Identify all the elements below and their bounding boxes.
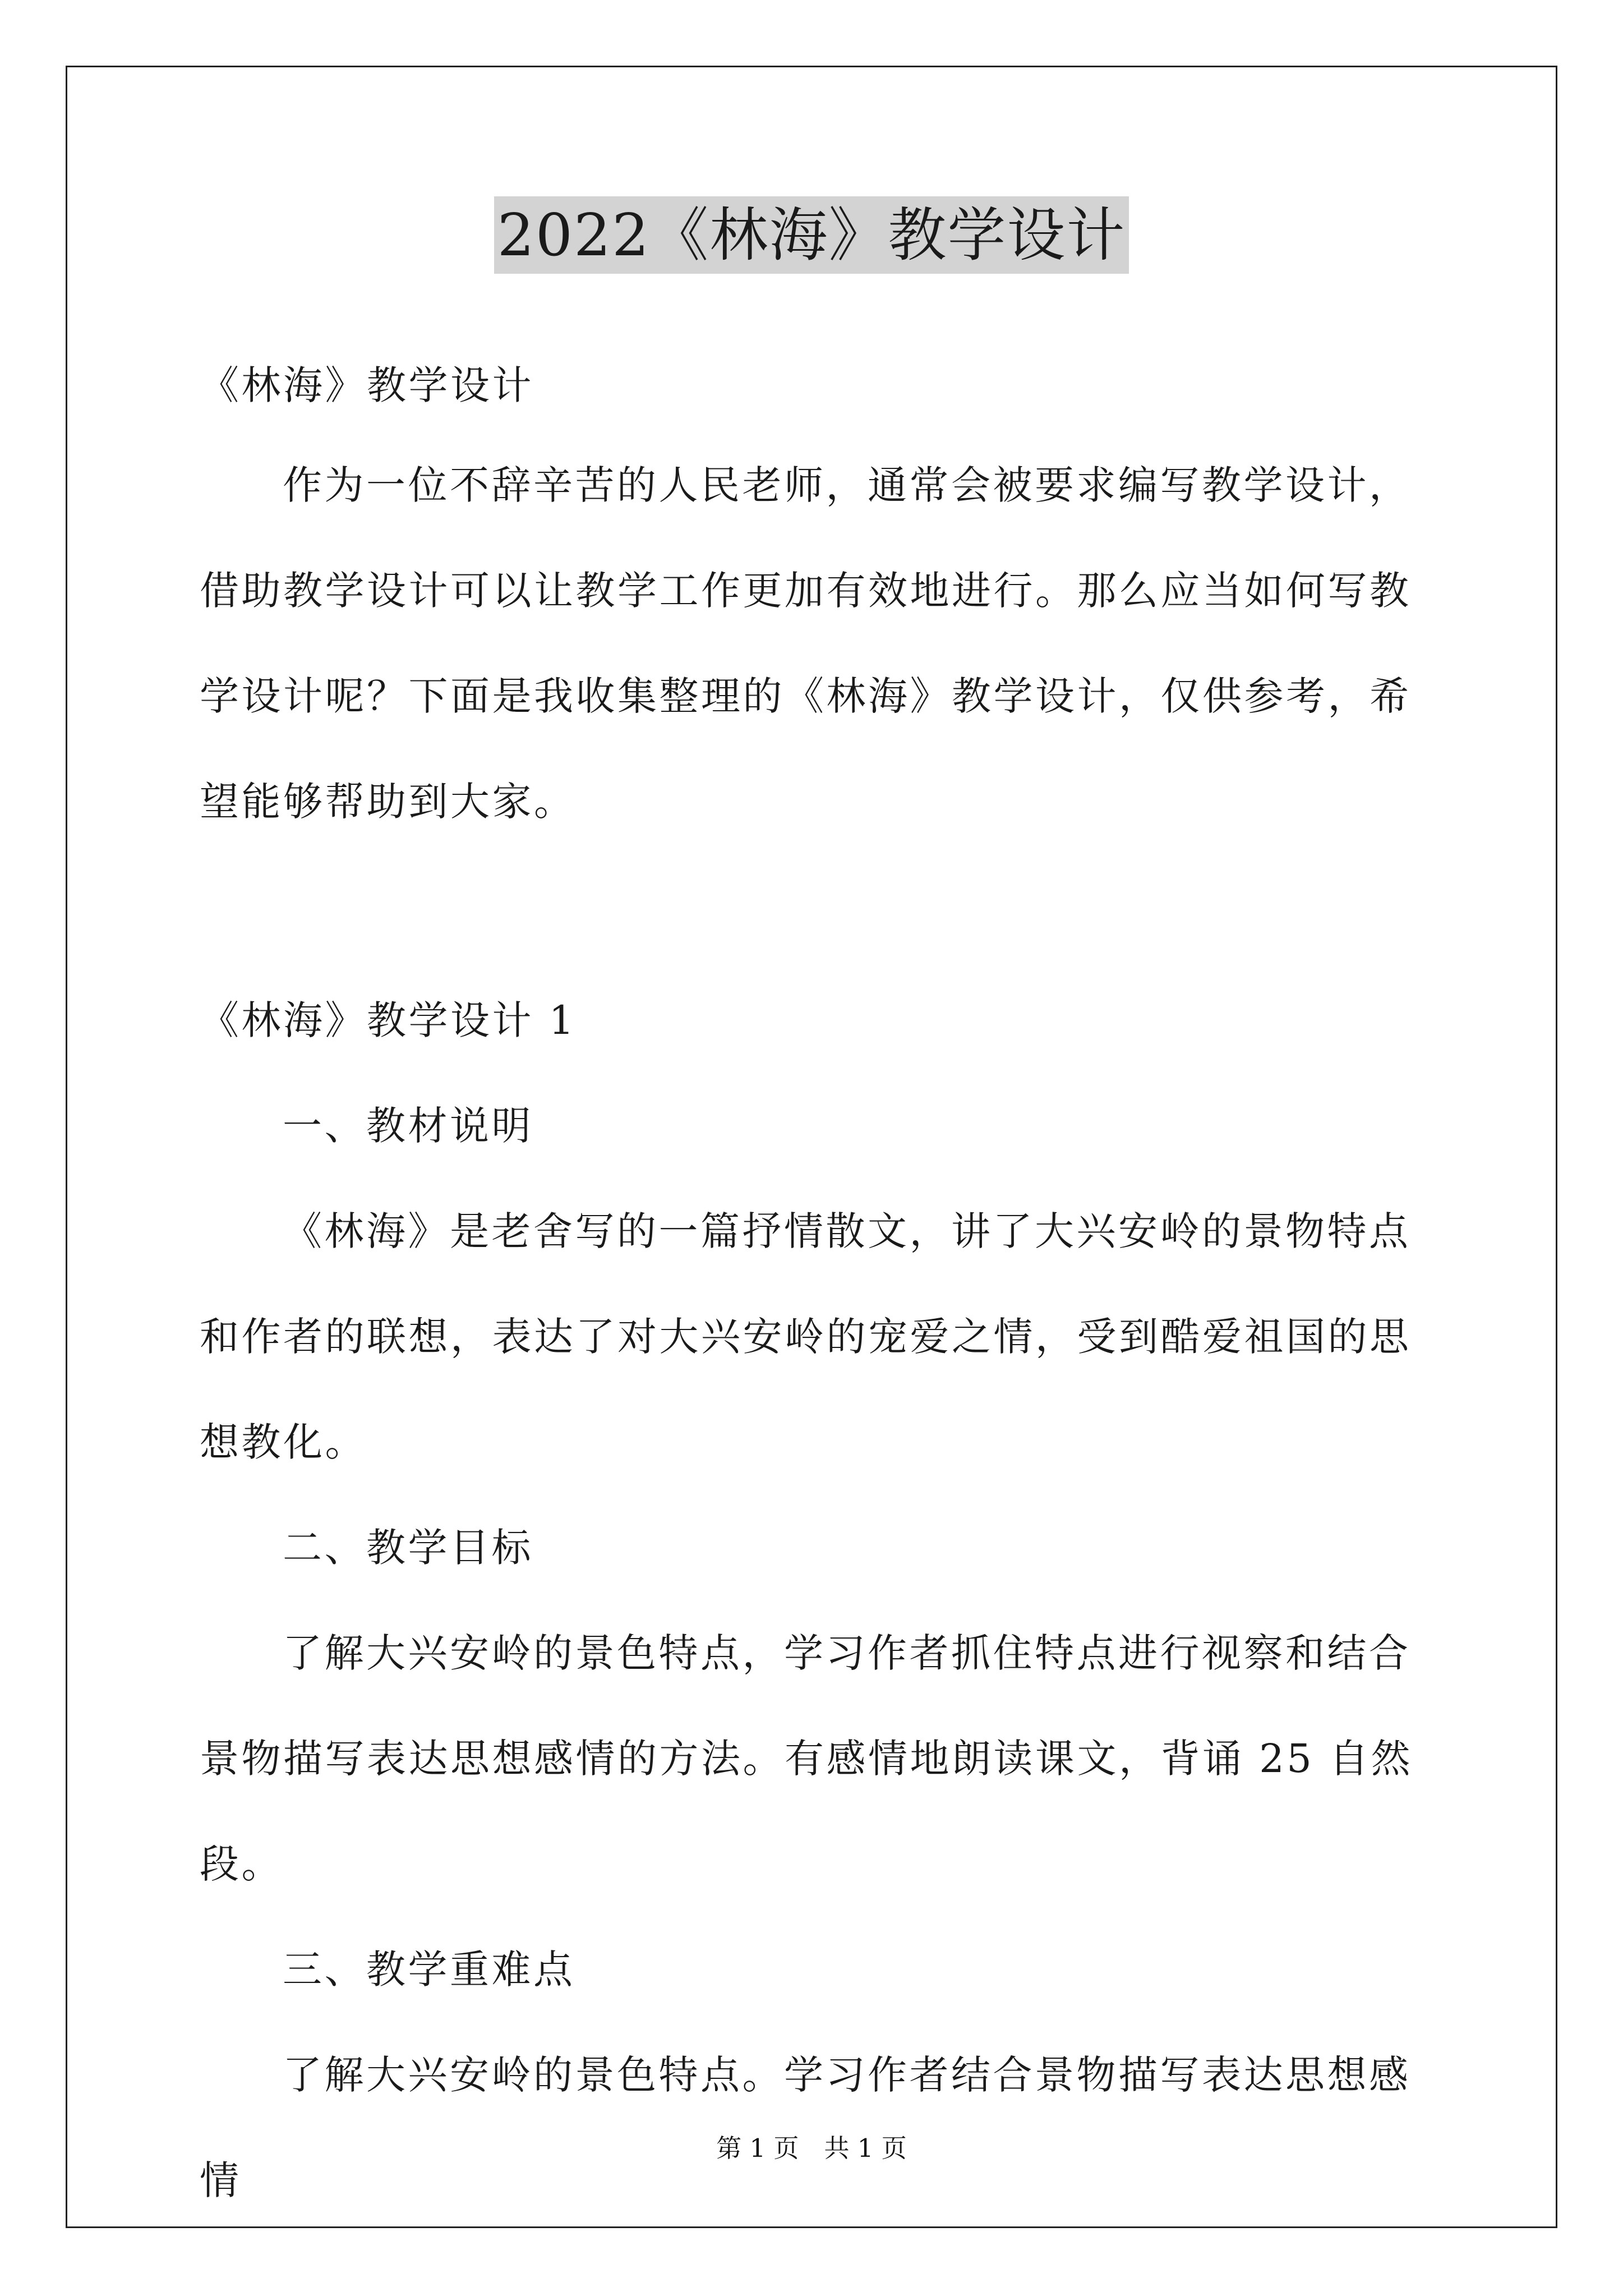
title-container	[0, 196, 1623, 274]
heading-textbook: 一、教材说明	[283, 1103, 533, 1149]
intro-paragraph: 作为一位不辞辛苦的人民老师，通常会被要求编写教学设计，借助教学设计可以让教学工作更加有效地进行。那么应当如何写教学设计呢？下面是我收集整理的《林海》教学设计，仅供参考，希望能够帮助到大家。	[200, 462, 1412, 825]
paragraph-textbook: 《林海》是老舍写的一篇抒情散文，讲了大兴安岭的景物特点和作者的联想，表达了对大兴安岭的宠爱之情，受到酷爱祖国的思想教化。	[200, 1208, 1412, 1465]
heading-key-points: 三、教学重难点	[283, 1947, 575, 1993]
intro-heading: 《林海》教学设计	[200, 362, 534, 408]
paragraph-objectives: 了解大兴安岭的景色特点，学习作者抓住特点进行视察和结合景物描写表达思想感情的方法。有感情地朗读课文，背诵 25 自然段。	[200, 1630, 1413, 1887]
paragraph-key-points: 了解大兴安岭的景色特点。学习作者结合景物描写表达思想感情	[200, 2052, 1411, 2203]
section-block	[200, 968, 1427, 2233]
page-footer: 第 1 页 共 1 页	[716, 2133, 907, 2163]
section-heading: 《林海》教学设计 1	[200, 997, 577, 1043]
intro-block	[200, 333, 1427, 438]
heading-objectives: 二、教学目标	[283, 1525, 533, 1571]
document-title: 2022《林海》教学设计	[494, 196, 1129, 274]
intro-text-block	[200, 432, 1427, 854]
